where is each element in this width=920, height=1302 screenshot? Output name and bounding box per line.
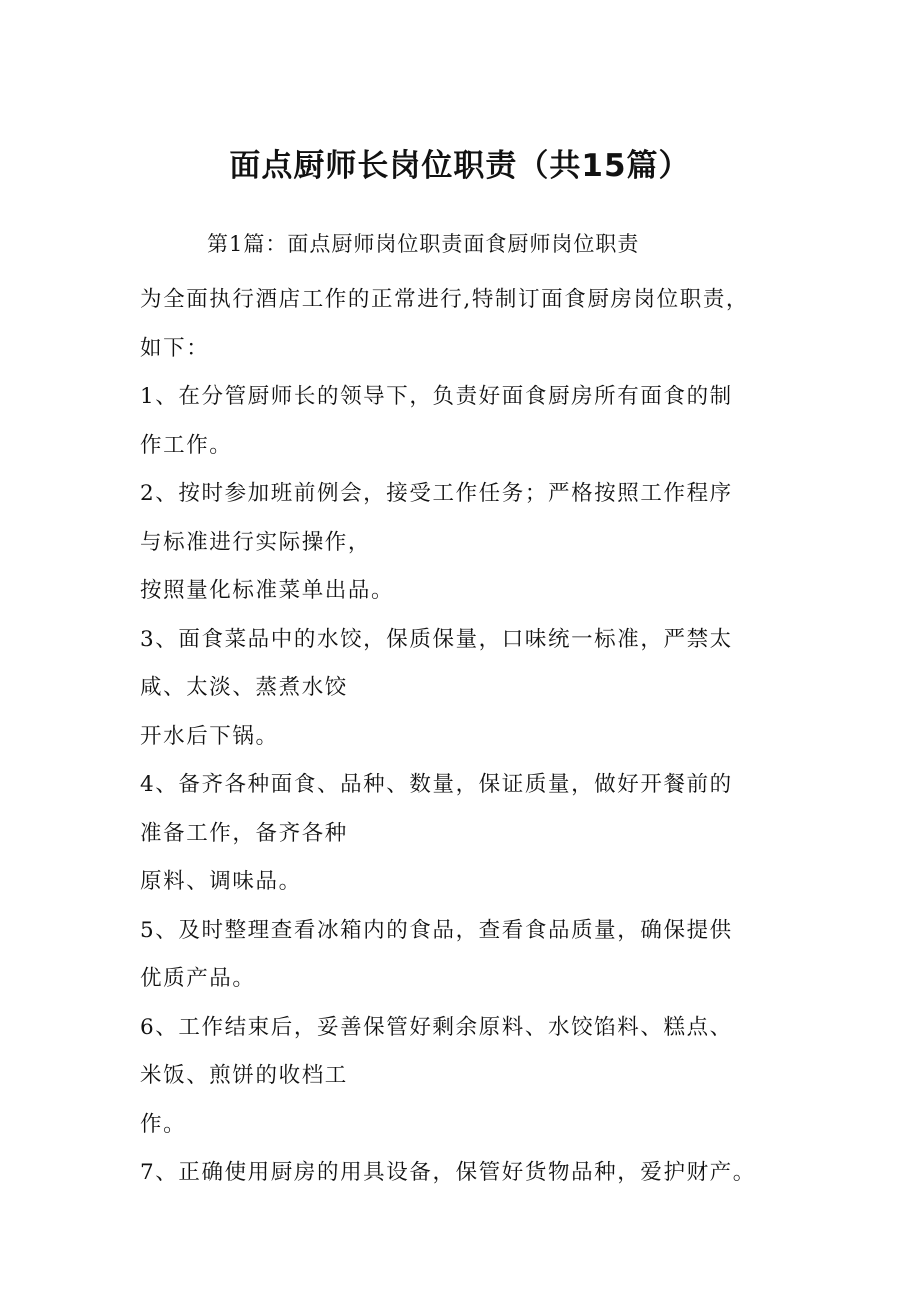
- text-line: 原料、调味品。: [140, 869, 302, 894]
- text-line: 2、按时参加班前例会，接受工作任务；严格按照工作程序: [140, 481, 733, 506]
- text-line: 1、在分管厨师长的领导下，负责好面食厨房所有面食的制: [140, 384, 733, 409]
- text-line: 与标准进行实际操作，: [140, 529, 372, 555]
- text-line: 开水后下锅。: [140, 723, 279, 749]
- text-line: 6、工作结束后，妥善保管好剩余原料、水饺馅料、糕点、: [140, 1014, 733, 1040]
- text-line: 作。: [140, 1111, 187, 1137]
- text-line: 如下：: [140, 335, 210, 361]
- text-line: 为全面执行酒店工作的正常进行,特制订面食厨房岗位职责，: [140, 287, 750, 312]
- page-title: 面点厨师长岗位职责（共15篇）: [229, 148, 691, 184]
- text-line: 3、面食菜品中的水饺，保质保量，口味统一标准，严禁太: [140, 626, 733, 652]
- document-body: [140, 276, 820, 1198]
- text-line: 准备工作，备齐各种: [140, 820, 348, 846]
- section-heading: 第1篇：面点厨师岗位职责面食厨师岗位职责: [207, 232, 640, 256]
- text-line: 按照量化标准菜单出品。: [140, 578, 395, 603]
- text-line: 米饭、煎饼的收档工: [140, 1063, 348, 1088]
- text-line: 优质产品。: [140, 966, 256, 991]
- text-line: 5、及时整理查看冰箱内的食品，查看食品质量，确保提供: [140, 917, 733, 943]
- text-line: 4、备齐各种面食、品种、数量，保证质量，做好开餐前的: [140, 772, 733, 797]
- text-line: 7、正确使用厨房的用具设备，保管好货物品种，爱护财产。: [140, 1160, 756, 1185]
- text-line: 作工作。: [140, 432, 233, 458]
- text-line: 咸、太淡、蒸煮水饺: [140, 675, 348, 700]
